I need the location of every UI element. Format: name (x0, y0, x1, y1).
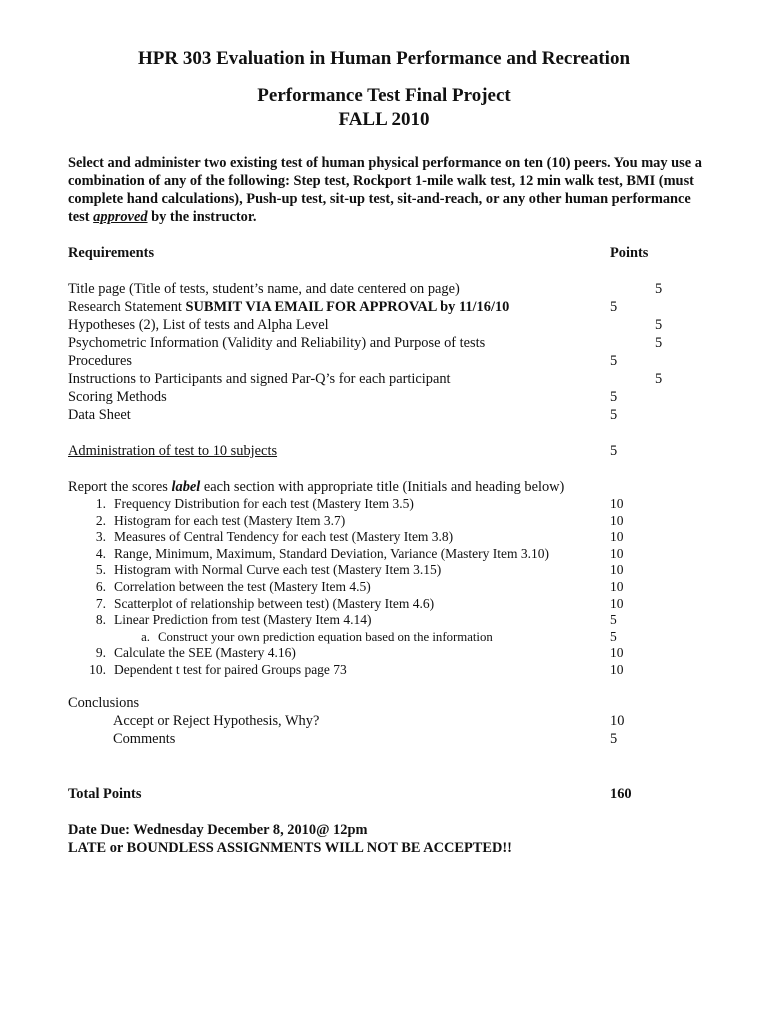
requirement-points: 5 (655, 317, 663, 333)
report-intro-text-end: each section with appropriate title (Initials and heading below) (200, 479, 565, 495)
report-item-number: 1. (95, 496, 106, 511)
report-item-text: Histogram with Normal Curve each test (Mastery Item 3.15) (114, 562, 442, 577)
report-item-points: 10 (610, 596, 624, 611)
report-item-text: Linear Prediction from test (Mastery Item 4.14) (114, 612, 372, 627)
report-subitem-text: Construct your own prediction equation based on the information (158, 630, 493, 644)
report-item-number: 4. (95, 546, 106, 561)
instructions-paragraph (68, 154, 708, 226)
report-item (80, 561, 441, 579)
report-item-text: Measures of Central Tendency for each test (Mastery Item 3.8) (114, 529, 454, 544)
requirement-points: 5 (610, 389, 618, 405)
report-item-number: 9. (95, 645, 106, 660)
report-item (80, 644, 296, 662)
instructions-text-end: by the instructor. (147, 209, 257, 225)
report-item-number: 2. (95, 513, 106, 528)
late-warning: LATE or BOUNDLESS ASSIGNMENTS WILL NOT BE ACCEPTED!! (68, 840, 512, 856)
requirement-points: 5 (655, 281, 663, 297)
due-date: Date Due: Wednesday December 8, 2010@ 12pm (68, 822, 368, 838)
requirement-points: 5 (655, 335, 663, 351)
report-intro-emphasis: label (171, 479, 201, 495)
report-item-text: Dependent t test for paired Groups page 73 (114, 662, 347, 677)
report-item-text: Histogram for each test (Mastery Item 3.7) (114, 513, 346, 528)
instructions-text: Select and administer two existing test of human physical performance on ten (10) peers. You may use a combination of any of the following: Step test, Rockport 1-mile walk test, 12 min walk test, BMI (must complete hand calculations), Push-up test, sit-up test, sit-and-reach, or any other human performance test (68, 155, 702, 225)
requirement-item: Instructions to Participants and signed Par-Q’s for each participant (68, 371, 451, 387)
term-label: FALL 2010 (338, 109, 430, 130)
report-item-points: 10 (610, 562, 624, 577)
report-item-points: 10 (610, 579, 624, 594)
requirement-item: Scoring Methods (68, 389, 167, 405)
report-subitem-letter: a. (141, 630, 150, 644)
report-item-points: 10 (610, 662, 624, 677)
conclusion-points: 5 (610, 731, 618, 747)
report-item-text: Scatterplot of relationship between test) (Mastery Item 4.6) (114, 596, 435, 611)
report-item-number: 6. (95, 579, 106, 594)
report-item-points: 5 (610, 629, 617, 644)
requirement-item: Data Sheet (68, 407, 131, 423)
report-item (80, 495, 414, 513)
report-item (80, 578, 371, 596)
administration-item: Administration of test to 10 subjects (68, 443, 278, 459)
requirement-points: 5 (610, 407, 618, 423)
requirement-points: 5 (610, 299, 618, 315)
report-item (80, 528, 453, 546)
requirements-heading: Requirements (68, 245, 155, 261)
report-item-points: 5 (610, 612, 617, 627)
report-item-points: 10 (610, 529, 624, 544)
requirement-item: Hypotheses (2), List of tests and Alpha Level (68, 317, 329, 333)
instructions-emphasis: approved (93, 209, 148, 225)
requirement-text: Research Statement (68, 299, 186, 315)
report-item-points: 10 (610, 645, 624, 660)
report-item-points: 10 (610, 513, 624, 528)
report-item-points: 10 (610, 496, 624, 511)
administration-points: 5 (610, 443, 618, 459)
report-item (80, 661, 347, 679)
report-item-text: Correlation between the test (Mastery Item 4.5) (114, 579, 371, 594)
report-intro-text: Report the scores (68, 479, 172, 495)
report-item-number: 3. (95, 529, 106, 544)
conclusion-item: Comments (113, 731, 176, 747)
report-item-text: Frequency Distribution for each test (Mastery Item 3.5) (114, 496, 414, 511)
report-intro (68, 478, 564, 496)
report-item-number: 5. (95, 562, 106, 577)
report-item-number: 7. (95, 596, 106, 611)
conclusion-item: Accept or Reject Hypothesis, Why? (113, 713, 320, 729)
requirement-emphasis: SUBMIT VIA EMAIL FOR APPROVAL by 11/16/10 (185, 299, 510, 315)
report-item-text: Calculate the SEE (Mastery 4.16) (114, 645, 296, 660)
report-item (80, 611, 372, 629)
total-label: Total Points (68, 786, 142, 802)
course-title: HPR 303 Evaluation in Human Performance and Recreation (137, 48, 631, 69)
requirement-item: Procedures (68, 353, 132, 369)
total-points: 160 (610, 786, 632, 802)
points-heading: Points (610, 245, 649, 261)
requirement-item: Psychometric Information (Validity and Reliability) and Purpose of tests (68, 335, 486, 351)
report-item-number: 10. (89, 662, 106, 677)
requirement-item (68, 298, 509, 316)
report-item-text: Range, Minimum, Maximum, Standard Deviation, Variance (Mastery Item 3.10) (114, 546, 550, 561)
report-item-points: 10 (610, 546, 624, 561)
report-item-number: 8. (95, 612, 106, 627)
requirement-item: Title page (Title of tests, student’s name, and date centered on page) (68, 281, 460, 297)
conclusion-points: 10 (610, 713, 625, 729)
conclusions-heading: Conclusions (68, 695, 140, 711)
requirement-points: 5 (610, 353, 618, 369)
project-title: Performance Test Final Project (257, 85, 511, 106)
requirement-points: 5 (655, 371, 663, 387)
